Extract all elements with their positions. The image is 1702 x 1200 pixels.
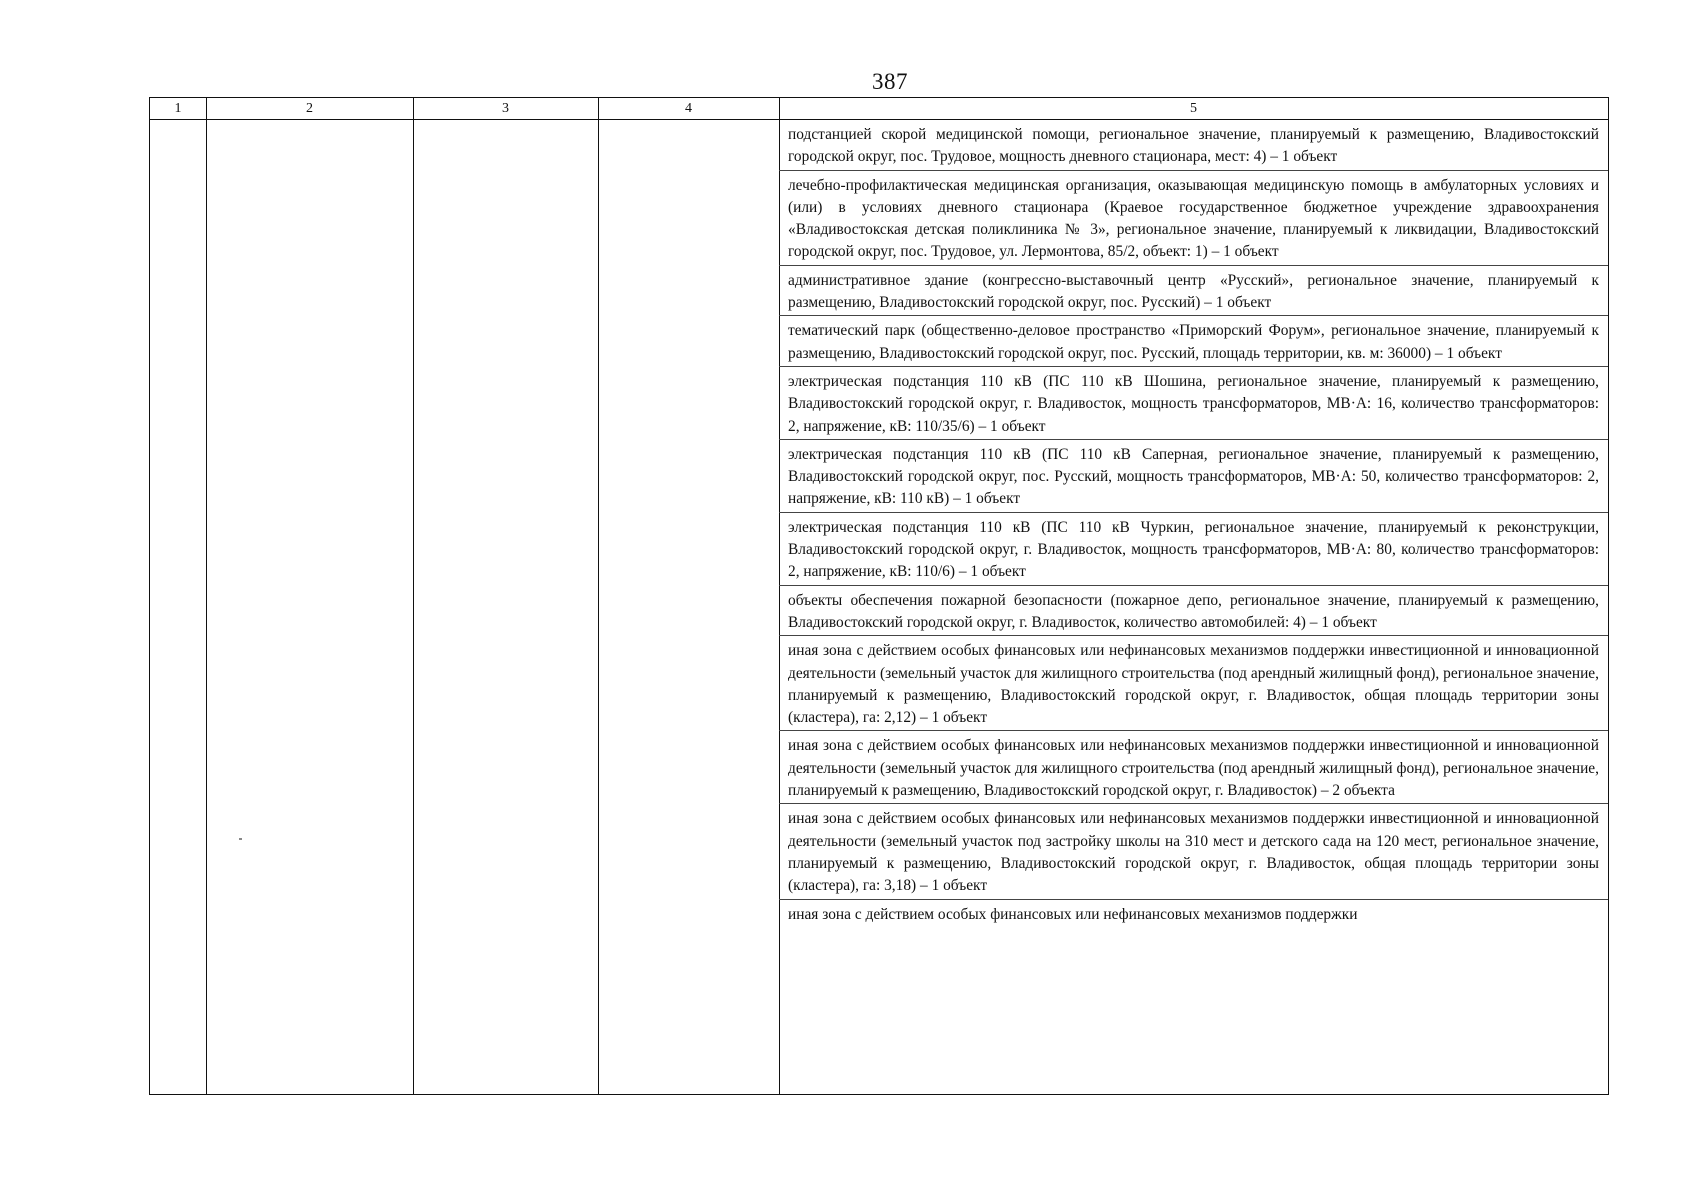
page-number: 387	[872, 69, 908, 94]
header-col-1: 1	[174, 101, 182, 116]
table-entry: электрическая подстанция 110 кВ (ПС 110 кВ Чуркин, региональное значение, планируемый к реконструкции, Владивостокский городской округ, г. Владивосток, мощность трансформаторов, МВ·А: 80, количество трансформаторов: 2, напряжение, кВ: 110/6) – 1 объект	[779, 513, 1608, 586]
header-col-5: 5	[1190, 101, 1197, 116]
table-entry: иная зона с действием особых финансовых или нефинансовых механизмов поддержки инвестиционной и инновационной деятельности (земельный участок для жилищного строительства (под арендный жилищный фонд), региональное значение, планируемый к размещению, Владивостокский городской округ, г. Владивосток, общая площадь территории зоны (кластера), га: 2,12) – 1 объект	[779, 636, 1608, 731]
table-entry: иная зона с действием особых финансовых или нефинансовых механизмов поддержки инвестиционной и инновационной деятельности (земельный участок под застройку школы на 310 мест и детского сада на 120 мест, региональное значение, планируемый к размещению, Владивостокский городской округ, г. Владивосток, общая площадь территории зоны (кластера), га: 3,18) – 1 объект	[779, 804, 1608, 899]
table-entry: иная зона с действием особых финансовых или нефинансовых механизмов поддержки инвестиционной и инновационной деятельности (земельный участок для жилищного строительства (под арендный жилищный фонд), региональное значение, планируемый к размещению, Владивостокский городской округ, г. Владивосток) – 2 объекта	[779, 731, 1608, 804]
header-col-2: 2	[306, 101, 313, 116]
table-header-row	[150, 98, 1608, 120]
table-entry: объекты обеспечения пожарной безопасности (пожарное депо, региональное значение, планируемый к размещению, Владивостокский городской округ, г. Владивосток, количество автомобилей: 4) – 1 объект	[779, 586, 1608, 637]
column-divider	[206, 98, 207, 1094]
column-5-content	[779, 120, 1608, 1094]
column-divider	[413, 98, 414, 1094]
table-entry: тематический парк (общественно-деловое пространство «Приморский Форум», региональное значение, планируемый к размещению, Владивостокский городской округ, пос. Русский, площадь территории, кв. м: 36000) – 1 объект	[779, 316, 1608, 367]
table-entry: иная зона с действием особых финансовых или нефинансовых механизмов поддержки	[788, 905, 1358, 923]
table-entry: административное здание (конгрессно-выставочный центр «Русский», региональное значение, планируемый к размещению, Владивостокский городской округ, пос. Русский) – 1 объект	[779, 266, 1608, 317]
table-entry: электрическая подстанция 110 кВ (ПС 110 кВ Шошина, региональное значение, планируемый к размещению, Владивостокский городской округ, г. Владивосток, мощность трансформаторов, МВ·А: 16, количество трансформаторов: 2, напряжение, кВ: 110/35/6) – 1 объект	[779, 367, 1608, 440]
document-table	[149, 97, 1609, 1095]
header-col-4: 4	[685, 101, 692, 116]
table-entry: электрическая подстанция 110 кВ (ПС 110 кВ Саперная, региональное значение, планируемый к размещению, Владивостокский городской округ, пос. Русский, мощность трансформаторов, МВ·А: 50, количество трансформаторов: 2, напряжение, кВ: 110 кВ) – 1 объект	[779, 440, 1608, 513]
column-divider	[598, 98, 599, 1094]
header-col-3: 3	[502, 101, 509, 116]
table-entry: подстанцией скорой медицинской помощи, региональное значение, планируемый к размещению, Владивостокский городской округ, пос. Трудовое, мощность дневного стационара, мест: 4) – 1 объект	[779, 120, 1608, 171]
table-entry: лечебно-профилактическая медицинская организация, оказывающая медицинскую помощь в амбулаторных условиях и (или) в условиях дневного стационара (Краевое государственное бюджетное учреждение здравоохранения «Владивостокская детская поликлиника № 3», региональное значение, планируемый к ликвидации, Владивостокский городской округ, пос. Трудовое, ул. Лермонтова, 85/2, объект: 1) – 1 объект	[779, 171, 1608, 266]
scan-speck	[239, 838, 242, 840]
